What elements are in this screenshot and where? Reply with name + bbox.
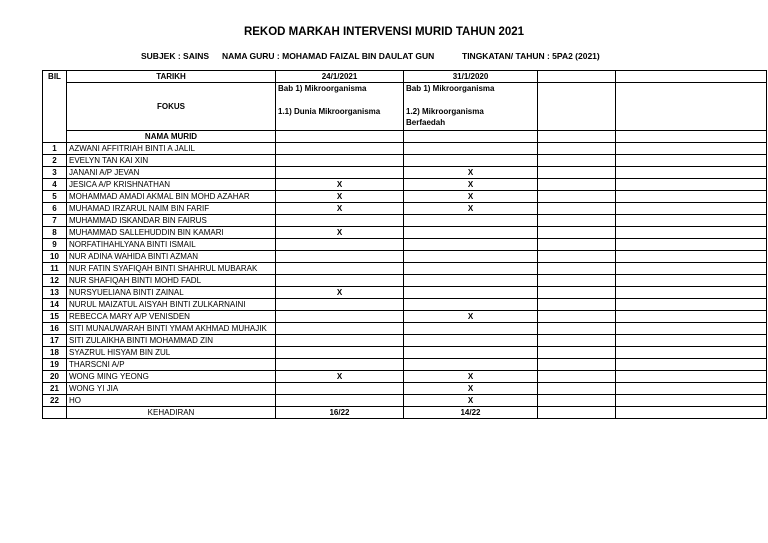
mark-session-2: X: [404, 203, 538, 215]
empty-cell: [43, 407, 67, 419]
focus-2-line2: 1.2) Mikroorganisma: [406, 107, 484, 116]
mark-session-1: X: [276, 227, 404, 239]
empty-cell: [538, 299, 616, 311]
grade-label: TINGKATAN/ TAHUN : 5PA2 (2021): [462, 51, 600, 61]
empty-cell: [616, 215, 767, 227]
table-row: [43, 347, 767, 359]
row-number: 4: [43, 179, 67, 191]
mark-session-2: [404, 143, 538, 155]
mark-session-1: [276, 383, 404, 395]
row-number: 19: [43, 359, 67, 371]
empty-cell: [616, 227, 767, 239]
empty-cell: [538, 263, 616, 275]
row-number: 21: [43, 383, 67, 395]
empty-cell: [538, 191, 616, 203]
row-number: 3: [43, 167, 67, 179]
mark-session-2: [404, 287, 538, 299]
mark-session-2: X: [404, 383, 538, 395]
empty-cell: [616, 71, 767, 83]
mark-session-1: [276, 143, 404, 155]
nama-murid-header: NAMA MURID: [67, 131, 276, 143]
empty-cell: [616, 287, 767, 299]
empty-cell: [616, 395, 767, 407]
student-name: THARSCNI A/P: [67, 359, 276, 371]
mark-session-1: [276, 155, 404, 167]
teacher-label: NAMA GURU : MOHAMAD FAIZAL BIN DAULAT GUN: [222, 51, 435, 61]
mark-session-2: X: [404, 395, 538, 407]
mark-session-2: [404, 347, 538, 359]
mark-session-2: [404, 215, 538, 227]
student-name: NURUL MAIZATUL AISYAH BINTI ZULKARNAINI: [67, 299, 276, 311]
focus-1-line1: Bab 1) Mikroorganisma: [278, 84, 367, 93]
empty-cell: [616, 239, 767, 251]
row-number: 22: [43, 395, 67, 407]
empty-cell: [538, 383, 616, 395]
row-number: 7: [43, 215, 67, 227]
table-row: [43, 323, 767, 335]
table-row: [43, 359, 767, 371]
mark-session-2: X: [404, 179, 538, 191]
page-title: REKOD MARKAH INTERVENSI MURID TAHUN 2021: [243, 26, 525, 38]
empty-cell: [538, 251, 616, 263]
empty-cell: [538, 227, 616, 239]
marks-table: [42, 70, 767, 419]
mark-session-1: [276, 263, 404, 275]
student-name: WONG YI JIA: [67, 383, 276, 395]
empty-cell: [538, 83, 616, 131]
student-name: AZWANI AFFITRIAH BINTI A JALIL: [67, 143, 276, 155]
student-name: NURSYUELIANA BINTI ZAINAL: [67, 287, 276, 299]
empty-cell: [616, 131, 767, 143]
empty-cell: [538, 359, 616, 371]
empty-cell: [538, 323, 616, 335]
empty-cell: [616, 203, 767, 215]
mark-session-2: [404, 251, 538, 263]
subject-label: SUBJEK : SAINS: [141, 51, 210, 61]
header-row-date: [43, 71, 767, 83]
date-1: 24/1/2021: [276, 71, 404, 83]
student-name: SITI MUNAUWARAH BINTI YMAM AKHMAD MUHAJIK: [67, 323, 276, 335]
table-row: [43, 239, 767, 251]
mark-session-1: [276, 359, 404, 371]
mark-session-1: X: [276, 179, 404, 191]
mark-session-2: [404, 227, 538, 239]
mark-session-2: X: [404, 167, 538, 179]
table-row: [43, 311, 767, 323]
mark-session-1: X: [276, 371, 404, 383]
student-name: MUHAMAD IRZARUL NAIM BIN FARIF: [67, 203, 276, 215]
empty-cell: [538, 71, 616, 83]
empty-cell: [538, 215, 616, 227]
table-row: [43, 155, 767, 167]
focus-1-line2: 1.1) Dunia Mikroorganisma: [278, 107, 381, 116]
mark-session-2: [404, 239, 538, 251]
mark-session-1: X: [276, 203, 404, 215]
mark-session-1: X: [276, 191, 404, 203]
empty-cell: [616, 347, 767, 359]
table-row: [43, 203, 767, 215]
student-name: NUR ADINA WAHIDA BINTI AZMAN: [67, 251, 276, 263]
empty-cell: [616, 155, 767, 167]
empty-cell: [538, 239, 616, 251]
attendance-label: KEHADIRAN: [67, 407, 276, 419]
empty-cell: [616, 299, 767, 311]
student-name: JESICA A/P KRISHNATHAN: [67, 179, 276, 191]
empty-cell: [616, 311, 767, 323]
row-number: 16: [43, 323, 67, 335]
student-name: NORFATIHAHLYANA BINTI ISMAIL: [67, 239, 276, 251]
empty-cell: [616, 143, 767, 155]
student-name: EVELYN TAN KAI XIN: [67, 155, 276, 167]
row-number: 1: [43, 143, 67, 155]
mark-session-2: [404, 275, 538, 287]
focus-2-line1: Bab 1) Mikroorganisma: [406, 84, 495, 93]
table-row: [43, 167, 767, 179]
table-row: [43, 275, 767, 287]
empty-cell: [276, 131, 404, 143]
mark-session-2: [404, 299, 538, 311]
empty-cell: [616, 407, 767, 419]
table-row: [43, 335, 767, 347]
empty-cell: [616, 335, 767, 347]
row-number: 15: [43, 311, 67, 323]
empty-cell: [538, 275, 616, 287]
attendance-row: [43, 407, 767, 419]
empty-cell: [404, 131, 538, 143]
empty-cell: [538, 155, 616, 167]
mark-session-1: [276, 395, 404, 407]
row-number: 10: [43, 251, 67, 263]
table-row: [43, 143, 767, 155]
table-row: [43, 299, 767, 311]
table-row: [43, 395, 767, 407]
row-number: 6: [43, 203, 67, 215]
mark-session-1: [276, 311, 404, 323]
mark-session-1: [276, 299, 404, 311]
student-name: NUR FATIN SYAFIQAH BINTI SHAHRUL MUBARAK: [67, 263, 276, 275]
table-row: [43, 383, 767, 395]
empty-cell: [538, 335, 616, 347]
empty-cell: [538, 311, 616, 323]
empty-cell: [538, 407, 616, 419]
mark-session-1: [276, 167, 404, 179]
mark-session-1: [276, 347, 404, 359]
mark-session-1: [276, 335, 404, 347]
attendance-total-2: 14/22: [404, 407, 538, 419]
focus-2: [404, 83, 538, 131]
student-name: REBECCA MARY A/P VENISDEN: [67, 311, 276, 323]
row-number: 17: [43, 335, 67, 347]
header-row-name: [43, 131, 767, 143]
empty-cell: [538, 167, 616, 179]
row-number: 11: [43, 263, 67, 275]
empty-cell: [538, 179, 616, 191]
empty-cell: [616, 263, 767, 275]
mark-session-2: [404, 359, 538, 371]
table-row: [43, 215, 767, 227]
empty-cell: [538, 143, 616, 155]
mark-session-2: [404, 323, 538, 335]
table-row: [43, 251, 767, 263]
empty-cell: [616, 275, 767, 287]
student-name: SYAZRUL HISYAM BIN ZUL: [67, 347, 276, 359]
mark-session-1: X: [276, 287, 404, 299]
student-name: MOHAMMAD AMADI AKMAL BIN MOHD AZAHAR: [67, 191, 276, 203]
mark-session-1: [276, 251, 404, 263]
row-number: 13: [43, 287, 67, 299]
mark-session-2: X: [404, 191, 538, 203]
empty-cell: [616, 83, 767, 131]
mark-session-2: [404, 335, 538, 347]
fokus-header: FOKUS: [67, 83, 276, 131]
table-row: [43, 191, 767, 203]
empty-cell: [616, 383, 767, 395]
row-number: 18: [43, 347, 67, 359]
table-row: [43, 263, 767, 275]
row-number: 12: [43, 275, 67, 287]
row-number: 8: [43, 227, 67, 239]
row-number: 20: [43, 371, 67, 383]
student-name: SITI ZULAIKHA BINTI MOHAMMAD ZIN: [67, 335, 276, 347]
student-name: MUHAMMAD SALLEHUDDIN BIN KAMARI: [67, 227, 276, 239]
mark-session-2: [404, 155, 538, 167]
empty-cell: [616, 251, 767, 263]
header-row-focus: [43, 83, 767, 131]
attendance-total-1: 16/22: [276, 407, 404, 419]
row-number: 14: [43, 299, 67, 311]
row-number: 9: [43, 239, 67, 251]
table-row: [43, 287, 767, 299]
empty-cell: [538, 371, 616, 383]
table-row: [43, 227, 767, 239]
mark-session-1: [276, 275, 404, 287]
mark-session-1: [276, 239, 404, 251]
student-name: JANANI A/P JEVAN: [67, 167, 276, 179]
mark-session-1: [276, 215, 404, 227]
table-row: [43, 179, 767, 191]
empty-cell: [538, 203, 616, 215]
mark-session-2: X: [404, 371, 538, 383]
mark-session-1: [276, 323, 404, 335]
empty-cell: [616, 167, 767, 179]
student-name: MUHAMMAD ISKANDAR BIN FAIRUS: [67, 215, 276, 227]
table-row: [43, 371, 767, 383]
empty-cell: [616, 323, 767, 335]
row-number: 5: [43, 191, 67, 203]
empty-cell: [616, 179, 767, 191]
empty-cell: [616, 359, 767, 371]
empty-cell: [538, 395, 616, 407]
mark-session-2: X: [404, 311, 538, 323]
student-name: WONG MING YEONG: [67, 371, 276, 383]
mark-session-2: [404, 263, 538, 275]
empty-cell: [616, 371, 767, 383]
focus-1: [276, 83, 404, 131]
focus-2-line3: Berfaedah: [406, 118, 446, 127]
empty-cell: [538, 287, 616, 299]
tarikh-header: TARIKH: [67, 71, 276, 83]
bil-header: BIL: [43, 71, 67, 143]
student-name: NUR SHAFIQAH BINTI MOHD FADL: [67, 275, 276, 287]
empty-cell: [538, 131, 616, 143]
date-2: 31/1/2020: [404, 71, 538, 83]
empty-cell: [616, 191, 767, 203]
empty-cell: [538, 347, 616, 359]
row-number: 2: [43, 155, 67, 167]
student-name: HO: [67, 395, 276, 407]
